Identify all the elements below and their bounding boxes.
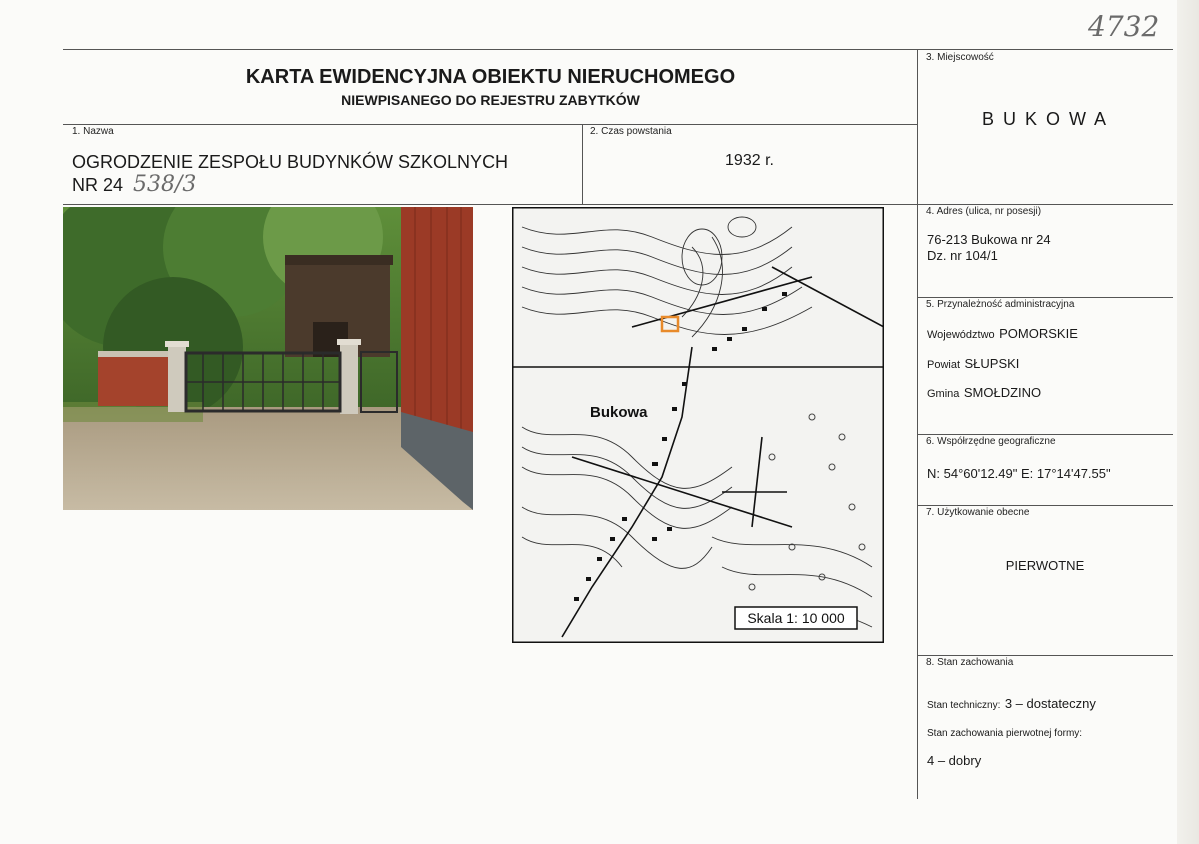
usage-label: 7. Użytkowanie obecne [926, 507, 1030, 518]
rule-name-top [63, 124, 918, 125]
tech-condition-value: 3 – dostateczny [1004, 696, 1096, 711]
admin-label: 5. Przynależność administracyjna [926, 299, 1075, 310]
time-label: 2. Czas powstania [590, 126, 672, 137]
locality-value: B U K O W A [981, 109, 1109, 129]
paper-edge [1177, 0, 1199, 844]
coords-value: N: 54°60'12.49" E: 17°14'47.55" [927, 466, 1111, 481]
rule-coords [917, 434, 1173, 435]
county-prefix: Powiat [927, 359, 961, 371]
rule-name-bottom [63, 204, 918, 205]
name-label: 1. Nazwa [72, 126, 114, 137]
usage-value: PIERWOTNE [1005, 558, 1085, 573]
rule-admin [917, 297, 1173, 298]
card-subtitle: NIEWPISANEGO DO REJESTRU ZABYTKÓW [341, 92, 640, 108]
photo-illustration [63, 207, 473, 510]
card-title: KARTA EWIDENCYJNA OBIEKTU NIERUCHOMEGO [245, 66, 736, 88]
tech-condition-prefix: Stan techniczny: [927, 700, 1001, 711]
object-photo [63, 207, 473, 510]
name-handwritten-note: 538/3 [133, 172, 197, 197]
location-map [512, 207, 884, 643]
voivodeship-value: POMORSKIE [999, 326, 1078, 341]
commune-row [927, 384, 1041, 402]
time-value: 1932 r. [725, 152, 774, 169]
locality-label: 3. Miejscowość [926, 52, 994, 63]
map-illustration [512, 207, 884, 643]
commune-prefix: Gmina [927, 388, 960, 400]
top-rule [63, 49, 1173, 50]
form-condition-prefix: Stan zachowania pierwotnej formy: [927, 728, 1083, 739]
voivodeship-row [927, 325, 1078, 343]
voivodeship-prefix: Województwo [927, 329, 995, 341]
handwritten-number: 4732 [1088, 10, 1160, 43]
name-value-line1: OGRODZENIE ZESPOŁU BUDYNKÓW SZKOLNYCH [72, 152, 509, 172]
tech-condition-row [927, 695, 1096, 713]
commune-value: SMOŁDZINO [963, 385, 1042, 400]
form-condition-value: 4 – dobry [927, 753, 982, 768]
county-value: SŁUPSKI [964, 356, 1020, 371]
name-value-line2: NR 24 [72, 175, 124, 195]
address-label: 4. Adres (ulica, nr posesji) [926, 206, 1042, 217]
coords-label: 6. Współrzędne geograficzne [926, 436, 1056, 447]
map-scale-label: Skala 1: 10 000 [747, 610, 845, 626]
address-line1: 76-213 Bukowa nr 24 [927, 232, 1051, 247]
rule-address [917, 204, 1173, 205]
map-place-label: Bukowa [590, 404, 648, 421]
county-row [927, 355, 1019, 373]
rule-usage [917, 505, 1173, 506]
address-line2: Dz. nr 104/1 [927, 248, 998, 263]
condition-label: 8. Stan zachowania [926, 657, 1014, 668]
rule-condition [917, 655, 1173, 656]
divider-main [917, 49, 918, 799]
